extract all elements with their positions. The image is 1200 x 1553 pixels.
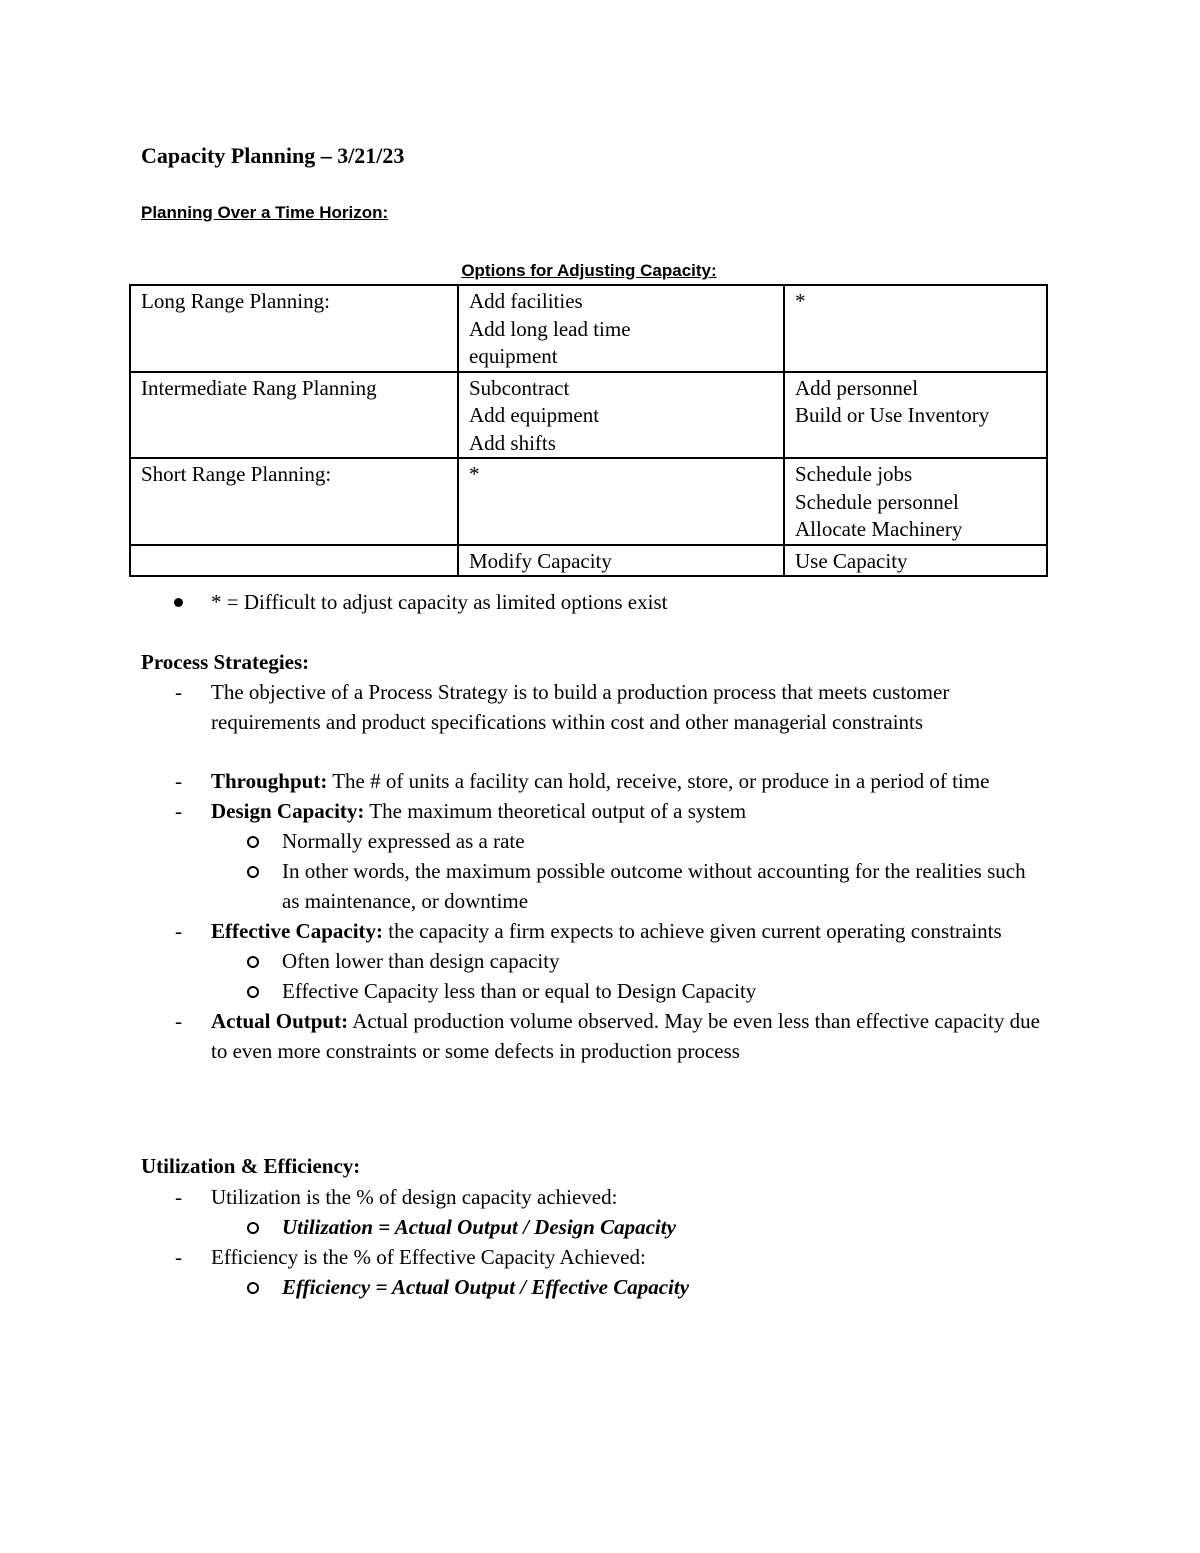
footer-label <box>130 545 458 577</box>
process-strategies-heading: Process Strategies: <box>141 650 310 674</box>
use-cell: * <box>784 285 1047 372</box>
dash-icon: - <box>175 1009 182 1033</box>
spacer <box>141 737 1046 766</box>
efficiency-text: Efficiency is the % of Effective Capacity Achieved: <box>211 1245 646 1269</box>
list-item <box>141 677 1046 737</box>
circle-bullet-icon <box>247 1222 259 1234</box>
table-caption: Options for Adjusting Capacity: <box>461 261 717 280</box>
circle-bullet-icon <box>247 866 259 878</box>
sub-list <box>211 946 1046 1006</box>
row-label: Intermediate Rang Planning <box>130 372 458 459</box>
note-text: * = Difficult to adjust capacity as limited options exist <box>211 590 668 614</box>
sub-list-item: Normally expressed as a rate <box>211 826 1046 856</box>
circle-bullet-icon <box>247 986 259 998</box>
term-definition: The # of units a facility can hold, receive, store, or produce in a period of time <box>327 769 990 793</box>
dash-icon: - <box>175 799 182 823</box>
process-strategies-list <box>141 677 1046 1066</box>
dash-icon: - <box>175 1185 182 1209</box>
modify-cell: * <box>458 458 784 545</box>
utilization-formula: Utilization = Actual Output / Design Capacity <box>282 1215 676 1239</box>
sub-list-item <box>211 1272 1046 1302</box>
table-row <box>130 458 1047 545</box>
sub-list <box>211 826 1046 916</box>
use-cell: Schedule jobs Schedule personnel Allocate Machinery <box>784 458 1047 545</box>
circle-bullet-icon <box>247 836 259 848</box>
list-item <box>141 796 1046 916</box>
sub-list-item: Effective Capacity less than or equal to Design Capacity <box>211 976 1046 1006</box>
sub-list-item: Often lower than design capacity <box>211 946 1046 976</box>
horizon-heading: Planning Over a Time Horizon: <box>141 203 389 222</box>
term-label: Design Capacity: <box>211 799 365 823</box>
capacity-options-table <box>129 284 1048 577</box>
sub-list <box>211 1212 1046 1242</box>
bullet-icon <box>174 598 183 607</box>
list-item <box>141 1182 1046 1242</box>
dash-icon: - <box>175 769 182 793</box>
footer-modify: Modify Capacity <box>458 545 784 577</box>
term-label: Throughput: <box>211 769 328 793</box>
term-definition: the capacity a firm expects to achieve given current operating constraints <box>383 919 1002 943</box>
use-cell: Add personnel Build or Use Inventory <box>784 372 1047 459</box>
sub-list <box>211 1272 1046 1302</box>
utilization-efficiency-heading: Utilization & Efficiency: <box>141 1154 361 1178</box>
row-label: Short Range Planning: <box>130 458 458 545</box>
utilization-text: Utilization is the % of design capacity achieved: <box>211 1185 618 1209</box>
list-item <box>141 766 1046 796</box>
term-definition: The maximum theoretical output of a system <box>364 799 747 823</box>
sub-list-item <box>211 1212 1046 1242</box>
asterisk-note <box>174 590 667 615</box>
efficiency-formula: Efficiency = Actual Output / Effective Capacity <box>282 1275 690 1299</box>
term-label: Actual Output: <box>211 1009 349 1033</box>
term-label: Effective Capacity: <box>211 919 384 943</box>
list-item <box>141 1006 1046 1066</box>
dash-icon: - <box>175 680 182 704</box>
row-label: Long Range Planning: <box>130 285 458 372</box>
dash-icon: - <box>175 1245 182 1269</box>
table-row <box>130 285 1047 372</box>
modify-cell: Add facilities Add long lead time equipment <box>458 285 784 372</box>
footer-use: Use Capacity <box>784 545 1047 577</box>
page-title: Capacity Planning – 3/21/23 <box>141 143 405 168</box>
term-definition: Actual production volume observed. May be even less than effective capacity due to even more constraints or some defects in production process <box>211 1009 1040 1063</box>
objective-text: The objective of a Process Strategy is to build a production process that meets customer requirements and product specifications within cost and other managerial constraints <box>211 680 950 734</box>
list-item <box>141 916 1046 1006</box>
sub-list-item: In other words, the maximum possible outcome without accounting for the realities such as maintenance, or downtime <box>211 856 1046 916</box>
table-footer-row <box>130 545 1047 577</box>
dash-icon: - <box>175 919 182 943</box>
modify-cell: Subcontract Add equipment Add shifts <box>458 372 784 459</box>
circle-bullet-icon <box>247 1282 259 1294</box>
table-row <box>130 372 1047 459</box>
circle-bullet-icon <box>247 956 259 968</box>
list-item <box>141 1242 1046 1302</box>
utilization-efficiency-list <box>141 1182 1046 1302</box>
